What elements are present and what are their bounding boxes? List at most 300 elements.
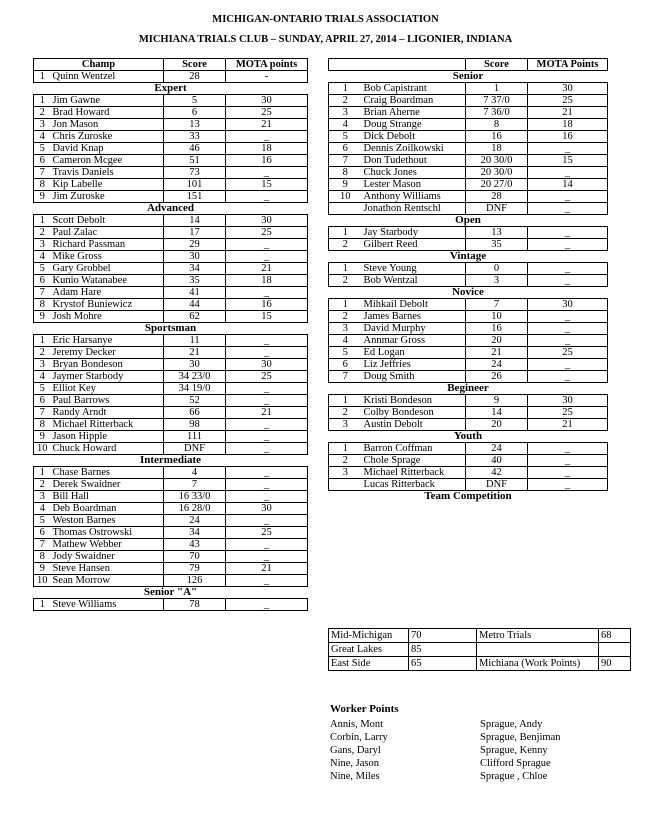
worker-name: Nine, Miles — [330, 771, 380, 782]
points-cell: 21 — [226, 563, 308, 575]
rider-name-cell: Bill Hall — [51, 491, 164, 503]
table-row — [34, 503, 308, 515]
table-row — [34, 551, 308, 563]
points-cell: _ — [528, 167, 608, 179]
rider-name-cell: Liz Jeffries — [362, 359, 466, 371]
place-cell: 5 — [34, 143, 51, 155]
class-heading — [329, 491, 608, 503]
rider-name-cell: Derek Swaidner — [51, 479, 164, 491]
rider-name-cell: Bob Wentzal — [362, 275, 466, 287]
score-cell: 98 — [164, 419, 226, 431]
class-header: Champ — [34, 59, 164, 71]
score-cell: 5 — [164, 95, 226, 107]
rider-name-cell: David Knap — [51, 143, 164, 155]
score-cell: 151 — [164, 191, 226, 203]
class-heading — [34, 203, 308, 215]
score-cell: 30 — [164, 359, 226, 371]
place-cell: 2 — [34, 227, 51, 239]
table-row — [34, 131, 308, 143]
points-cell: _ — [226, 575, 308, 587]
team-name-cell: Metro Trials — [477, 629, 599, 643]
place-cell: 9 — [34, 191, 51, 203]
team-row — [329, 629, 631, 643]
place-cell: 1 — [329, 299, 362, 311]
table-row — [34, 239, 308, 251]
score-cell: 101 — [164, 179, 226, 191]
rider-name-cell: Brad Howard — [51, 107, 164, 119]
points-cell: 14 — [528, 179, 608, 191]
points-cell: 16 — [226, 155, 308, 167]
class-heading-label: Novice — [452, 286, 484, 298]
score-cell: DNF — [466, 479, 528, 491]
rider-name-cell: Eric Harsanye — [51, 335, 164, 347]
rider-name-cell: Travis Daniels — [51, 167, 164, 179]
table-row — [34, 335, 308, 347]
table-row — [329, 131, 608, 143]
team-score-cell: 65 — [409, 657, 477, 671]
rider-name-cell: Bob Capistrant — [362, 83, 466, 95]
rider-name-cell: Colby Bondeson — [362, 407, 466, 419]
place-cell: 2 — [329, 455, 362, 467]
rider-name-cell: Paul Zalac — [51, 227, 164, 239]
team-name-cell: Great Lakes — [329, 643, 409, 657]
rider-name-cell: Michael Ritterback — [51, 419, 164, 431]
rider-name-cell: Steve Young — [362, 263, 466, 275]
score-cell: 34 — [164, 263, 226, 275]
rider-name-cell: Sean Morrow — [51, 575, 164, 587]
rider-name-cell: Steve Hansen — [51, 563, 164, 575]
table-row — [329, 203, 608, 215]
points-cell: _ — [226, 191, 308, 203]
table-row — [34, 515, 308, 527]
score-cell: 26 — [466, 371, 528, 383]
rider-name-cell: Annmar Gross — [362, 335, 466, 347]
rider-name-cell: Don Tudethout — [362, 155, 466, 167]
worker-name: Annis, Mont — [330, 719, 384, 730]
place-cell: 2 — [329, 239, 362, 251]
place-cell: 2 — [34, 107, 51, 119]
rider-name-cell: Chris Zuroske — [51, 131, 164, 143]
worker-name: Gans, Daryl — [330, 745, 381, 756]
place-cell: 8 — [34, 299, 51, 311]
table-row — [329, 467, 608, 479]
place-cell: 5 — [329, 131, 362, 143]
rider-name-cell: Cameron Mcgee — [51, 155, 164, 167]
points-cell: 30 — [528, 83, 608, 95]
place-cell: 4 — [34, 131, 51, 143]
score-cell: DNF — [466, 203, 528, 215]
points-cell: 25 — [528, 95, 608, 107]
place-cell: 6 — [34, 155, 51, 167]
score-cell: 10 — [466, 311, 528, 323]
score-cell: 62 — [164, 311, 226, 323]
place-cell: 6 — [329, 143, 362, 155]
rider-name-cell: Anthony Williams — [362, 191, 466, 203]
team-score-cell: 68 — [599, 629, 631, 643]
score-cell: 16 — [466, 131, 528, 143]
table-row — [34, 575, 308, 587]
points-cell: 25 — [226, 371, 308, 383]
rider-name-cell: Mathew Webber — [51, 539, 164, 551]
place-cell: 5 — [329, 347, 362, 359]
team-name-cell — [477, 643, 599, 657]
rider-name-cell: Jaymer Starbody — [51, 371, 164, 383]
table-row — [34, 191, 308, 203]
score-header: Score — [466, 59, 528, 71]
rider-name-cell: Kunio Watanabee — [51, 275, 164, 287]
table-row — [329, 83, 608, 95]
rider-name-cell: Adam Hare — [51, 287, 164, 299]
place-cell: 2 — [329, 311, 362, 323]
team-score-cell: 70 — [409, 629, 477, 643]
team-name-cell: Michiana (Work Points) — [477, 657, 599, 671]
score-cell: 35 — [466, 239, 528, 251]
points-cell: 21 — [528, 107, 608, 119]
place-cell: 6 — [34, 527, 51, 539]
table-row — [34, 251, 308, 263]
table-row — [34, 563, 308, 575]
points-cell: 25 — [528, 347, 608, 359]
points-cell: _ — [528, 455, 608, 467]
table-row — [329, 143, 608, 155]
points-cell: _ — [226, 479, 308, 491]
page-title: MICHIGAN-ONTARIO TRIALS ASSOCIATION — [212, 14, 439, 25]
class-heading — [329, 251, 608, 263]
table-row — [329, 395, 608, 407]
points-cell: _ — [528, 335, 608, 347]
score-header: Score — [164, 59, 226, 71]
points-cell: 15 — [226, 179, 308, 191]
points-header: MOTA Points — [528, 59, 608, 71]
score-cell: 7 — [164, 479, 226, 491]
table-row — [329, 419, 608, 431]
score-cell: 51 — [164, 155, 226, 167]
rider-name-cell: Quinn Wentzel — [51, 71, 164, 83]
place-cell: 1 — [34, 467, 51, 479]
points-cell: 21 — [226, 119, 308, 131]
team-competition-table — [328, 628, 631, 671]
place-cell: 1 — [329, 395, 362, 407]
place-cell: 7 — [329, 371, 362, 383]
class-heading-label: Open — [455, 214, 481, 226]
worker-points — [330, 703, 630, 782]
table-row — [329, 107, 608, 119]
worker-name: Corbin, Larry — [330, 732, 388, 743]
rider-name-cell: Chase Barnes — [51, 467, 164, 479]
points-cell: 30 — [226, 95, 308, 107]
place-cell: 2 — [329, 95, 362, 107]
place-cell: 7 — [34, 407, 51, 419]
score-cell: 8 — [466, 119, 528, 131]
place-cell: 8 — [34, 179, 51, 191]
score-cell: 52 — [164, 395, 226, 407]
points-cell: _ — [226, 539, 308, 551]
team-row — [329, 657, 631, 671]
points-cell: 30 — [226, 359, 308, 371]
points-cell: _ — [528, 479, 608, 491]
table-row — [34, 227, 308, 239]
class-heading — [34, 455, 308, 467]
score-cell: 20 — [466, 335, 528, 347]
table-row — [34, 71, 308, 83]
rider-name-cell: Randy Arndt — [51, 407, 164, 419]
table-row — [34, 491, 308, 503]
place-cell: 1 — [34, 71, 51, 83]
class-heading-label: Expert — [154, 82, 187, 94]
points-cell: _ — [226, 491, 308, 503]
place-cell: 3 — [34, 491, 51, 503]
rider-name-cell: Deb Boardman — [51, 503, 164, 515]
table-row — [329, 191, 608, 203]
rider-name-cell: Mihkail Debolt — [362, 299, 466, 311]
rider-name-cell: Elliot Key — [51, 383, 164, 395]
rider-name-cell: Jim Gawne — [51, 95, 164, 107]
table-row — [34, 143, 308, 155]
points-cell: 18 — [528, 119, 608, 131]
points-cell: _ — [226, 167, 308, 179]
place-cell: 4 — [34, 371, 51, 383]
place-cell: 2 — [329, 275, 362, 287]
points-header: MOTA points — [226, 59, 308, 71]
place-cell — [329, 479, 362, 491]
score-cell: 13 — [164, 119, 226, 131]
event-subtitle: MICHIANA TRIALS CLUB – SUNDAY, APRIL 27, 2014 – LIGONIER, INDIANA — [138, 34, 513, 45]
points-cell: 25 — [226, 107, 308, 119]
points-cell: _ — [226, 419, 308, 431]
place-cell: 7 — [34, 287, 51, 299]
rider-name-cell: Jay Starbody — [362, 227, 466, 239]
score-cell: 40 — [466, 455, 528, 467]
place-cell: 8 — [329, 167, 362, 179]
team-name-cell: Mid-Michigan — [329, 629, 409, 643]
team-row — [329, 643, 631, 657]
score-cell: 46 — [164, 143, 226, 155]
place-cell: 8 — [34, 419, 51, 431]
points-cell: 16 — [226, 299, 308, 311]
class-heading — [34, 587, 308, 599]
rider-name-cell: Kip Labelle — [51, 179, 164, 191]
points-cell: _ — [226, 383, 308, 395]
points-cell: _ — [528, 203, 608, 215]
place-cell: 4 — [329, 335, 362, 347]
score-cell: 35 — [164, 275, 226, 287]
table-row — [34, 155, 308, 167]
worker-name: Nine, Jason — [330, 758, 379, 769]
score-cell: 78 — [164, 599, 226, 611]
table-row — [329, 119, 608, 131]
place-cell: 9 — [34, 431, 51, 443]
points-cell: _ — [528, 371, 608, 383]
rider-name-cell: Gilbert Reed — [362, 239, 466, 251]
place-cell: 10 — [329, 191, 362, 203]
score-cell: 20 30/0 — [466, 167, 528, 179]
points-cell: 18 — [226, 143, 308, 155]
score-cell: 20 30/0 — [466, 155, 528, 167]
rider-name-cell: Chuck Jones — [362, 167, 466, 179]
score-cell: 16 33/0 — [164, 491, 226, 503]
score-cell: 3 — [466, 275, 528, 287]
table-row — [329, 299, 608, 311]
table-row — [329, 239, 608, 251]
points-cell: _ — [528, 275, 608, 287]
place-cell: 7 — [329, 155, 362, 167]
table-row — [329, 443, 608, 455]
rider-name-cell: Jonathon Rentschl — [362, 203, 466, 215]
worker-list — [330, 719, 630, 782]
points-cell: _ — [528, 323, 608, 335]
rider-name-cell: Bryan Bondeson — [51, 359, 164, 371]
table-row — [329, 347, 608, 359]
place-cell: 7 — [34, 539, 51, 551]
place-cell — [329, 203, 362, 215]
table-row — [34, 299, 308, 311]
place-cell: 4 — [34, 503, 51, 515]
place-cell: 2 — [34, 479, 51, 491]
score-cell: 33 — [164, 131, 226, 143]
rider-name-cell: Lester Mason — [362, 179, 466, 191]
team-score-cell: 85 — [409, 643, 477, 657]
rider-name-cell: Brian Aherne — [362, 107, 466, 119]
points-cell: _ — [226, 287, 308, 299]
rider-name-cell: Krystof Buniewicz — [51, 299, 164, 311]
team-score-cell — [599, 643, 631, 657]
class-heading-label: Team Competition — [424, 490, 512, 502]
place-cell: 8 — [34, 551, 51, 563]
score-cell: 73 — [164, 167, 226, 179]
score-cell: 1 — [466, 83, 528, 95]
place-cell: 4 — [34, 251, 51, 263]
points-cell: 25 — [528, 407, 608, 419]
score-cell: 20 — [466, 419, 528, 431]
class-heading-label: Youth — [453, 430, 483, 442]
rider-name-cell: Doug Smith — [362, 371, 466, 383]
class-heading — [329, 287, 608, 299]
score-cell: 126 — [164, 575, 226, 587]
results-table-right — [328, 58, 608, 502]
table-row — [34, 95, 308, 107]
score-cell: 14 — [164, 215, 226, 227]
table-row — [329, 359, 608, 371]
rider-name-cell: Barron Coffman — [362, 443, 466, 455]
table-row — [34, 311, 308, 323]
score-cell: 24 — [164, 515, 226, 527]
table-row — [34, 539, 308, 551]
rider-name-cell: Richard Passman — [51, 239, 164, 251]
points-cell: _ — [226, 131, 308, 143]
points-cell: 30 — [226, 503, 308, 515]
rider-name-cell: Jeremy Decker — [51, 347, 164, 359]
score-cell: 28 — [164, 71, 226, 83]
points-cell: _ — [528, 263, 608, 275]
table-row — [34, 479, 308, 491]
points-cell: _ — [226, 251, 308, 263]
table-row — [34, 107, 308, 119]
class-heading-label: Advanced — [146, 202, 195, 214]
table-row — [329, 455, 608, 467]
points-cell: _ — [226, 599, 308, 611]
score-cell: 17 — [164, 227, 226, 239]
class-header — [329, 59, 466, 71]
rider-name-cell: Scott Debolt — [51, 215, 164, 227]
place-cell: 3 — [329, 467, 362, 479]
worker-name: Sprague, Andy — [480, 719, 543, 730]
table-row — [329, 227, 608, 239]
points-cell: _ — [226, 551, 308, 563]
rider-name-cell: Ed Logan — [362, 347, 466, 359]
points-cell: _ — [528, 443, 608, 455]
place-cell: 5 — [34, 515, 51, 527]
score-cell: 30 — [164, 251, 226, 263]
rider-name-cell: Craig Boardman — [362, 95, 466, 107]
place-cell: 6 — [34, 275, 51, 287]
rider-name-cell: Jody Swaidner — [51, 551, 164, 563]
table-header — [329, 59, 608, 71]
worker-name: Sprague, Kenny — [480, 745, 548, 756]
class-heading-label: Senior — [452, 70, 484, 82]
score-cell: 42 — [466, 467, 528, 479]
points-cell: _ — [226, 239, 308, 251]
rider-name-cell: Dick Debolt — [362, 131, 466, 143]
place-cell: 1 — [34, 599, 51, 611]
points-cell: _ — [226, 395, 308, 407]
rider-name-cell: Gary Grobbel — [51, 263, 164, 275]
points-cell: - — [226, 71, 308, 83]
table-row — [34, 359, 308, 371]
score-cell: 66 — [164, 407, 226, 419]
table-row — [34, 527, 308, 539]
class-heading — [329, 215, 608, 227]
score-cell: 7 — [466, 299, 528, 311]
score-cell: 29 — [164, 239, 226, 251]
score-cell: 16 — [466, 323, 528, 335]
points-cell: _ — [226, 335, 308, 347]
score-cell: 21 — [164, 347, 226, 359]
rider-name-cell: Doug Strange — [362, 119, 466, 131]
score-cell: 43 — [164, 539, 226, 551]
score-cell: 79 — [164, 563, 226, 575]
table-row — [329, 95, 608, 107]
points-cell: _ — [528, 227, 608, 239]
table-row — [329, 407, 608, 419]
table-row — [34, 263, 308, 275]
points-cell: _ — [528, 359, 608, 371]
place-cell: 1 — [329, 443, 362, 455]
points-cell: 21 — [226, 407, 308, 419]
place-cell: 1 — [329, 263, 362, 275]
place-cell: 1 — [329, 83, 362, 95]
table-row — [34, 275, 308, 287]
place-cell: 6 — [329, 359, 362, 371]
score-cell: 28 — [466, 191, 528, 203]
place-cell: 2 — [329, 407, 362, 419]
team-name-cell: East Side — [329, 657, 409, 671]
points-cell: 30 — [528, 395, 608, 407]
rider-name-cell: Dennis Zoilkowski — [362, 143, 466, 155]
points-cell: 25 — [226, 227, 308, 239]
points-cell: 21 — [528, 419, 608, 431]
points-cell: _ — [528, 239, 608, 251]
rider-name-cell: Kristi Bondeson — [362, 395, 466, 407]
points-cell: 18 — [226, 275, 308, 287]
points-cell: _ — [226, 515, 308, 527]
worker-name: Sprague, Benjiman — [480, 732, 561, 743]
score-cell: 44 — [164, 299, 226, 311]
worker-points-title: Worker Points — [330, 703, 399, 715]
score-cell: 11 — [164, 335, 226, 347]
place-cell: 3 — [34, 359, 51, 371]
table-row — [34, 119, 308, 131]
rider-name-cell: Lucas Ritterback — [362, 479, 466, 491]
